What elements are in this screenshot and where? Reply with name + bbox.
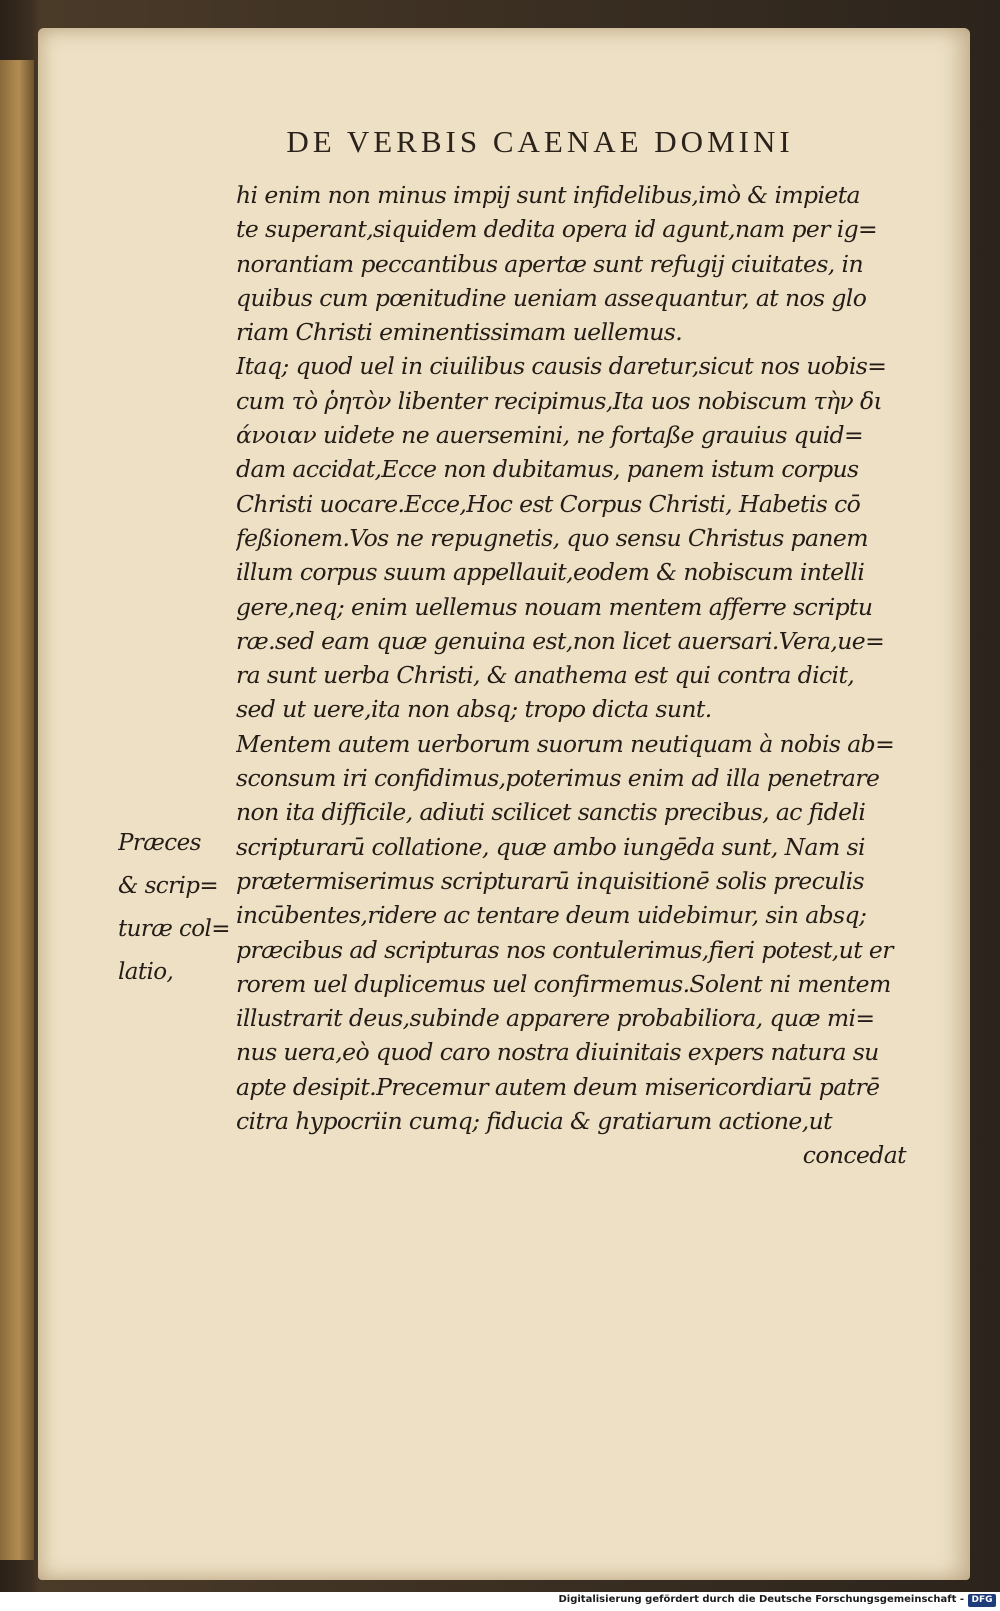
text-line: norantiam peccantibus apertæ sunt refugij ciuitates, in — [236, 249, 863, 278]
marginal-line: latio, — [118, 959, 174, 985]
text-line: scripturarū collatione, quæ ambo iungēda sunt, Nam si — [236, 832, 865, 861]
dfg-logo[interactable]: DFG — [968, 1594, 996, 1607]
text-line: illum corpus suum appellauit,eodem & nobiscum intelli — [236, 558, 865, 587]
text-line: citra hypocriin cumq; fiducia & gratiarum actione,ut — [236, 1107, 832, 1136]
text-line: riam Christi eminentissimam uellemus. — [236, 318, 683, 347]
text-line: cum τὸ ῥητὸν libenter recipimus,Ita uos nobiscum τὴν δι — [236, 386, 883, 415]
digitization-credit: Digitalisierung gefördert durch die Deutsche Forschungsgemeinschaft - — [558, 1594, 964, 1605]
marginal-line: & scrip= — [118, 873, 219, 899]
text-line: illustrarit deus,subinde apparere probabiliora, quæ mi= — [236, 1004, 875, 1033]
body-text — [236, 178, 916, 1173]
text-line: non ita difficile, adiuti scilicet sanctis precibus, ac fideli — [236, 798, 866, 827]
text-line: incūbentes,ridere ac tentare deum uidebimur, sin absq; — [236, 901, 867, 930]
text-line: prætermiserimus scripturarū inquisitionē solis preculis — [236, 866, 864, 895]
marginal-line: Præces — [118, 830, 201, 856]
text-line: rorem uel duplicemus uel confirmemus.Solent ni mentem — [236, 969, 891, 998]
text-line: Christi uocare.Ecce,Hoc est Corpus Christi, Habetis cō — [236, 489, 861, 518]
text-line: præcibus ad scripturas nos contulerimus,fieri potest,ut er — [236, 935, 893, 964]
text-line: Itaq; quod uel in ciuilibus causis daretur,sicut nos uobis= — [236, 352, 887, 381]
catchword: concedat — [802, 1141, 906, 1170]
text-line: sed ut uere,ita non absq; tropo dicta sunt. — [236, 695, 712, 724]
text-line: hi enim non minus impij sunt infidelibus,imò & impieta — [236, 181, 860, 209]
text-line: nus uera,eò quod caro nostra diuinitais expers natura su — [236, 1038, 879, 1067]
text-line: feßionem.Vos ne repugnetis, quo sensu Christus panem — [236, 523, 868, 552]
text-line: ræ.sed eam quæ genuina est,non licet auersari.Vera,ue= — [236, 626, 885, 655]
text-line: apte desipit.Precemur autem deum misericordiarū patrē — [236, 1072, 880, 1101]
text-line: te superant,siquidem dedita opera id agunt,nam per ig= — [236, 215, 878, 244]
marginal-line: turæ col= — [118, 916, 230, 942]
text-line: sconsum iri confidimus,poterimus enim ad illa penetrare — [236, 764, 880, 793]
text-line: quibus cum pœnitudine ueniam assequantur, at nos glo — [236, 283, 867, 312]
text-line: Mentem autem uerborum suorum neutiquam à nobis ab= — [236, 729, 895, 758]
running-head: DE VERBIS CAENAE DOMINI — [286, 124, 794, 159]
text-line: ra sunt uerba Christi, & anathema est qui contra dicit, — [236, 661, 855, 690]
book-edge — [0, 60, 34, 1560]
text-line: dam accidat,Ecce non dubitamus, panem istum corpus — [236, 455, 859, 484]
marginal-note — [118, 822, 236, 994]
text-line: gere,neq; enim uellemus nouam mentem afferre scriptu — [236, 592, 873, 621]
text-line: άνοιαν uidete ne auersemini, ne fortaße grauius quid= — [236, 421, 864, 450]
